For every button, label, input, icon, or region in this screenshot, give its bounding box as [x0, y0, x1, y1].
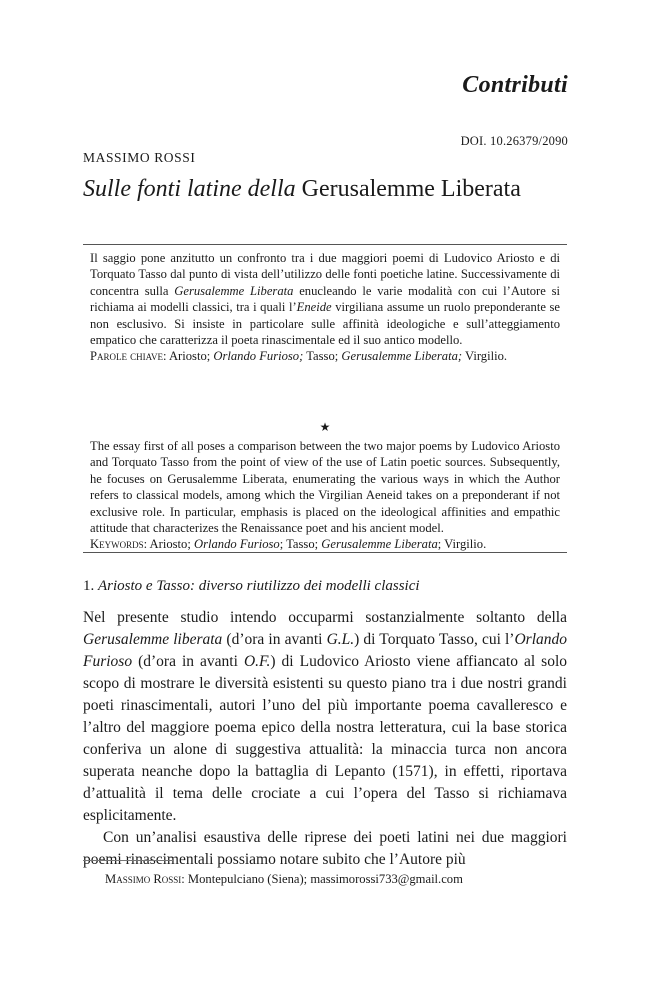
footnote-rule [83, 860, 173, 861]
abstract-bottom-rule [83, 552, 567, 553]
keywords-english: Keywords: Ariosto; Orlando Furioso; Tasso; Gerusalemme Liberata; Virgilio. [90, 537, 487, 552]
abstract-english-text: The essay first of all poses a comparison between the two major poems by Ludovico Ariosto and Torquato Tasso from the point of view of the use of Latin poetic sources. Subsequently, he focuses on Gerusalemme Liberata, enumerating the various ways in which the Author refers to classical models, among which the Virgilian Aeneid takes on a preponderant if not exclusive role. In particular, emphasis is placed on the ideological affinities and empathic attitude that characterizes the Renaissance poet and his ancient model. [90, 439, 560, 536]
title-roman: Gerusalemme Liberata [301, 176, 521, 202]
keywords-label: Keywords: [90, 537, 148, 552]
abstract-italian-text: Il saggio pone anzitutto un confronto tra i due maggiori poemi di Ludovico Ariosto e di Torquato Tasso dal punto di vista dell’utilizzo delle fonti poetiche latine. Successivamente di concentra sulla Gerusalemme Liberata enucleando le varie modalità con cui l’Autore si richiama ai modelli classici, tra i quali l’Eneide virgiliana assume un ruolo preponderante se non esclusivo. Si insiste in particolare sulle affinità ideologiche e sull’atteggiamento empatico che caratterizza il poeta rinascimentale ed il suo antico modello. [90, 251, 560, 348]
keywords-label: Parole chiave: [90, 349, 167, 364]
author-footnote [105, 872, 463, 887]
keywords-italian: Parole chiave: Ariosto; Orlando Furioso; Tasso; Gerusalemme Liberata; Virgilio. [90, 349, 508, 364]
section-number: 1. [83, 578, 98, 594]
footnote-text: Montepulciano (Siena); massimorossi733@gmail.com [184, 872, 463, 886]
title-italic: Sulle fonti latine della [83, 176, 296, 202]
abstract-english [90, 438, 560, 553]
abstract-top-rule [83, 244, 567, 245]
section-title: Ariosto e Tasso: diverso riutilizzo dei modelli classici [98, 578, 420, 594]
article-title [83, 176, 521, 203]
section-heading [83, 578, 420, 595]
section-label: Contributi [462, 72, 568, 98]
separator-star: ★ [319, 420, 331, 434]
author-name: MASSIMO ROSSI [83, 150, 196, 165]
footnote-name: Massimo Rossi: [105, 872, 185, 886]
doi: DOI. 10.26379/2090 [460, 134, 568, 148]
paragraph: Con un’analisi esaustiva delle riprese dei poeti latini nei due maggiori poemi rinascimentali possiamo notare subito che l’Autore più [83, 829, 567, 868]
abstract-italian [90, 250, 560, 365]
paragraph: Nel presente studio intendo occuparmi sostanzialmente soltanto della Gerusalemme liberata (d’ora in avanti G.L.) di Torquato Tasso, cui l’Orlando Furioso (d’ora in avanti O.F.) di Ludovico Ariosto viene affiancato al solo scopo di mostrare le diversità esistenti su questo piano tra i due nostri grandi poeti rinascimentali, autori l’uno del più importante poema cavalleresco e l’altro del maggiore poema epico della nostra letteratura, cui la base storica conferiva un alone di suggestiva attualità: la minaccia turca non ancora superata neanche dopo la battaglia di Lepanto (1571), in effetti, riportava d’attualità il tema delle crociate a cui l’opera del Tasso si richiamava esplicitamente. [83, 609, 568, 824]
body-text [83, 607, 567, 871]
